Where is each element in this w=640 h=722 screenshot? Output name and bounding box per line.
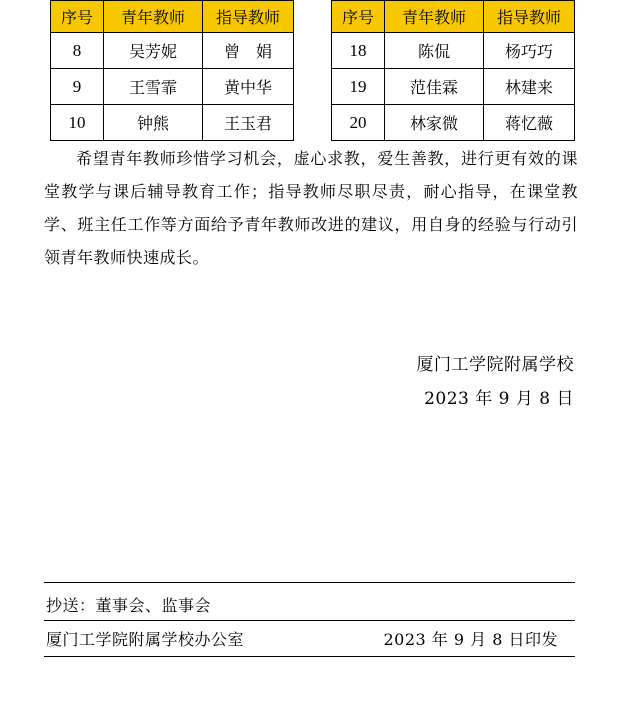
young-teacher-name: 林家微: [385, 105, 484, 141]
table-row: [332, 33, 575, 69]
young-teacher-name: 钟熊: [104, 105, 203, 141]
table-header-row: [332, 1, 575, 33]
table-row: [51, 69, 294, 105]
signature-organization: 厦门工学院附属学校: [416, 355, 574, 375]
row-number: 20: [332, 105, 385, 141]
young-teacher-name: 吴芳妮: [104, 33, 203, 69]
table-row: [332, 69, 575, 105]
mentor-table-left: [50, 0, 294, 141]
row-number: 8: [51, 33, 104, 69]
mentor-name: 蒋忆薇: [484, 105, 575, 141]
signature-date: 2023 年 9 月 8 日: [424, 389, 574, 409]
table-row: [51, 33, 294, 69]
row-number: 18: [332, 33, 385, 69]
table-row: [332, 105, 575, 141]
header-number: 序号: [332, 1, 385, 33]
mentor-table-right: [331, 0, 575, 141]
row-number: 10: [51, 105, 104, 141]
print-date: 2023 年 9 月 8 日印发: [383, 630, 558, 649]
body-paragraph: 希望青年教师珍惜学习机会，虚心求教，爱生善教，进行更有效的课堂教学与课后辅导教育工作；指导教师尽职尽责，耐心指导，在课堂教学、班主任工作等方面给予青年教师改进的建议，用自身的经验与行动引领青年教师快速成长。: [44, 149, 578, 267]
mentor-name: 林建来: [484, 69, 575, 105]
row-number: 19: [332, 69, 385, 105]
header-mentor: 指导教师: [203, 1, 294, 33]
header-young-teacher: 青年教师: [104, 1, 203, 33]
row-number: 9: [51, 69, 104, 105]
mentor-name: 曾 娟: [203, 33, 294, 69]
header-number: 序号: [51, 1, 104, 33]
footer-divider-bottom: [44, 656, 575, 657]
issuing-office: 厦门工学院附属学校办公室: [46, 630, 245, 649]
header-young-teacher: 青年教师: [385, 1, 484, 33]
young-teacher-name: 陈侃: [385, 33, 484, 69]
mentor-name: 黄中华: [203, 69, 294, 105]
young-teacher-name: 范佳霖: [385, 69, 484, 105]
cc-recipients: 抄送：董事会、监事会: [46, 596, 212, 615]
footer-divider-top: [44, 582, 575, 583]
young-teacher-name: 王雪霏: [104, 69, 203, 105]
table-header-row: [51, 1, 294, 33]
mentor-name: 杨巧巧: [484, 33, 575, 69]
mentor-name: 王玉君: [203, 105, 294, 141]
table-row: [51, 105, 294, 141]
header-mentor: 指导教师: [484, 1, 575, 33]
footer-divider-middle: [44, 620, 575, 621]
